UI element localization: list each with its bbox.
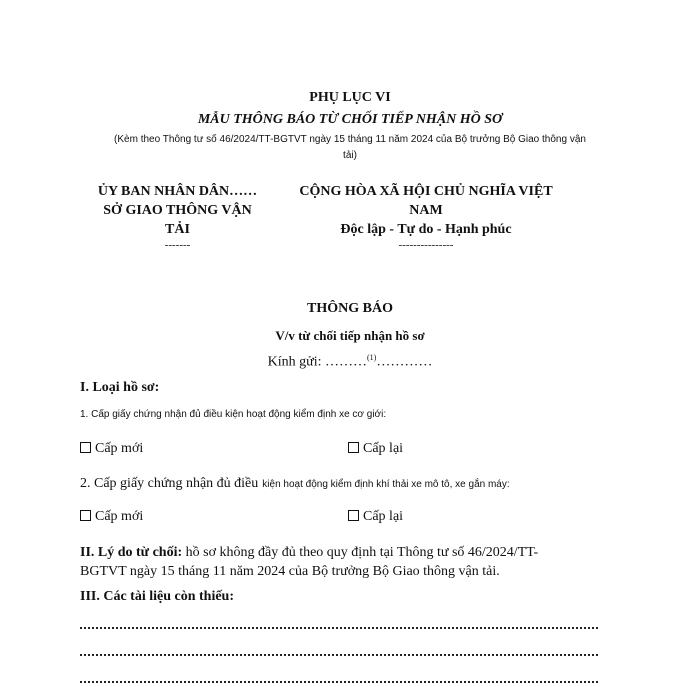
authority-line3: TẢI	[165, 222, 190, 237]
checkbox-icon[interactable]	[348, 510, 359, 521]
national-header	[276, 182, 576, 251]
greeting	[0, 353, 700, 371]
item2-part1: 2. Cấp giấy chứng nhận đủ điều	[80, 476, 259, 491]
issuing-authority	[80, 182, 275, 251]
item2-option-renew[interactable]	[348, 509, 403, 525]
checkbox-icon[interactable]	[80, 442, 91, 453]
notice-subject: V/v từ chối tiếp nhận hồ sơ	[275, 328, 425, 343]
checkbox-icon[interactable]	[348, 442, 359, 453]
national-title-line2: NAM	[409, 203, 443, 218]
option-new-label: Cấp mới	[95, 441, 144, 456]
item1-option-new[interactable]	[80, 441, 143, 457]
missing-docs-line[interactable]	[80, 681, 598, 683]
section1-item2	[80, 474, 510, 492]
option-renew-label: Cấp lại	[363, 441, 404, 456]
authority-underline: -------	[164, 239, 191, 251]
form-title: MẪU THÔNG BÁO TỪ CHỐI TIẾP NHẬN HỒ SƠ	[197, 112, 503, 127]
national-motto: Độc lập - Tự do - Hạnh phúc	[340, 222, 512, 237]
item2-option-new[interactable]	[80, 509, 143, 525]
option-renew-label: Cấp lại	[363, 509, 404, 524]
option-new-label: Cấp mới	[95, 509, 144, 524]
authority-line1: ỦY BAN NHÂN DÂN……	[97, 184, 258, 199]
section3-heading: III. Các tài liệu còn thiếu:	[80, 589, 234, 604]
section2-heading: II. Lý do từ chối:	[80, 545, 183, 560]
missing-docs-line[interactable]	[80, 627, 598, 629]
section2-text-line1: hồ sơ không đầy đủ theo quy định tại Thông tư số 46/2024/TT-	[185, 545, 539, 560]
attachment-note-line2: tải)	[343, 150, 357, 161]
item2-part2: kiện hoạt động kiểm định khí thải xe mô tô, xe gắn máy:	[262, 479, 510, 490]
greeting-suffix: …………	[376, 354, 433, 370]
national-title-line1: CỘNG HÒA XÃ HỘI CHỦ NGHĨA VIỆT	[299, 184, 553, 199]
authority-line2: SỞ GIAO THÔNG VẬN	[103, 203, 252, 218]
appendix-heading: PHỤ LỤC VI	[309, 90, 391, 105]
section1-heading: I. Loại hồ sơ:	[80, 380, 160, 395]
missing-docs-line[interactable]	[80, 654, 598, 656]
notice-title: THÔNG BÁO	[307, 301, 393, 316]
item1-option-renew[interactable]	[348, 441, 403, 457]
greeting-prefix: Kính gửi: ………	[267, 354, 368, 370]
checkbox-icon[interactable]	[80, 510, 91, 521]
section2-text-line2: BGTVT ngày 15 tháng 11 năm 2024 của Bộ trưởng Bộ Giao thông vận tải.	[80, 564, 500, 579]
greeting-footnote: (1)	[367, 353, 377, 362]
attachment-note-line1: (Kèm theo Thông tư số 46/2024/TT-BGTVT ngày 15 tháng 11 năm 2024 của Bộ trưởng Bộ Giao thông vận	[114, 134, 586, 145]
motto-underline: ---------------	[398, 239, 454, 251]
section1-item1: 1. Cấp giấy chứng nhận đủ điều kiện hoạt động kiểm định xe cơ giới:	[80, 409, 387, 420]
section2	[80, 543, 610, 581]
